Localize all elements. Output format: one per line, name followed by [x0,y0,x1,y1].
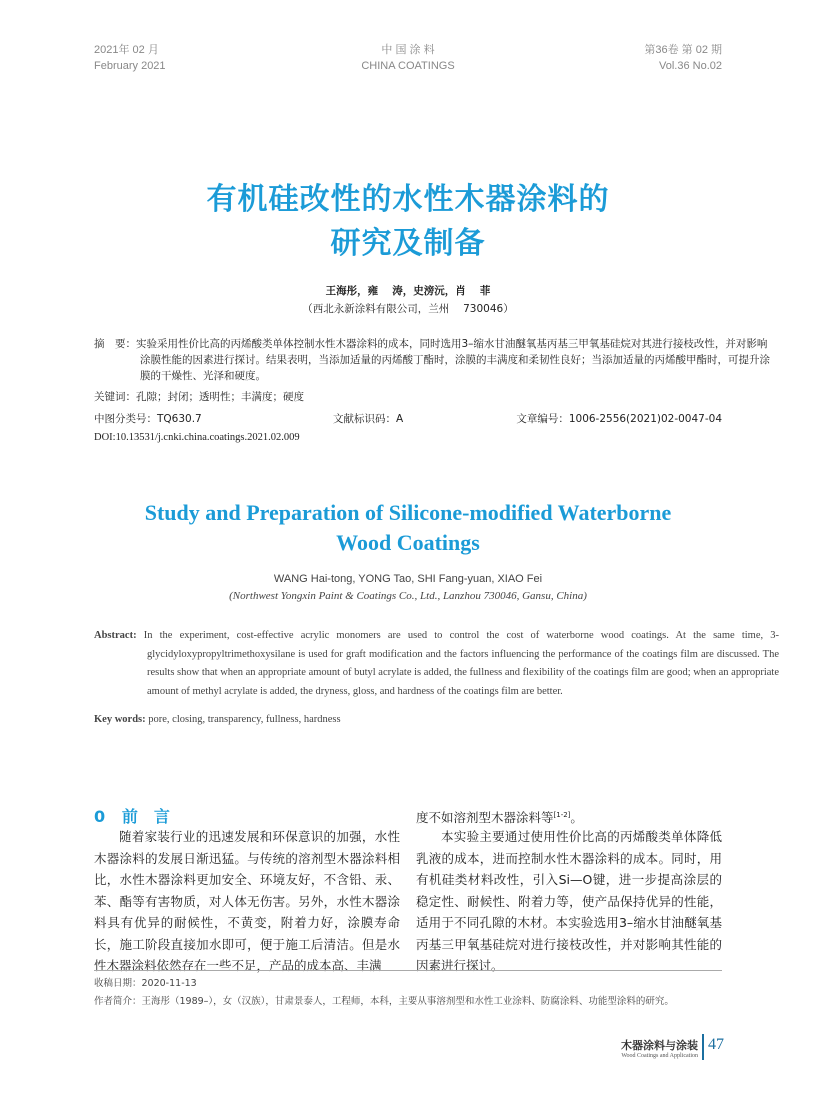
authors-cn: 王海彤，雍 涛，史滂沅，肖 菲 [325,285,491,297]
title-en-line2: Wood Coatings [336,530,480,555]
abstract-cn [94,336,770,384]
affiliation-en: (Northwest Yongxin Paint & Coatings Co., Ltd., Lanzhou 730046, Gansu, China) [229,590,587,602]
header-journal-en: CHINA COATINGS [361,60,455,72]
header-volume-cn: 第36卷 第 02 期 [644,44,722,56]
title-cn [0,178,816,266]
header-journal-cn: 中 国 涂 料 [381,44,435,56]
column-right-p1-end: 。 [570,810,583,826]
header-volume-en: Vol.36 No.02 [659,60,722,72]
abstract-cn-label: 摘 要： [94,338,136,350]
footer-journal-cn: 木器涂料与涂装 [621,1039,698,1052]
abstract-en-text: In the experiment, cost-effective acrylic monomers are used to control the cost of waterborne wood coatings. At the same time, 3-glycidyloxypropyltrimethoxysilane is used for graft modification and the factors influencing the performance of the coatings film are discussed. The results show that when an appropriate amount of butyl acrylate is added, the fullness and flexibility of the coatings film are good; when an appropriate amount of methyl acrylate is added, the dryness, gloss, and hardness of the coatings film are better. [143,630,780,697]
abstract-en [94,627,779,701]
footer-journal [621,1037,698,1059]
column-right-p2: 本实验主要通过使用性价比高的丙烯酸类单体降低乳液的成本，进而控制水性木器涂料的成本。同时，用有机硅类材料改性，引入Si—O键，进一步提高涂层的稳定性、耐候性、附着力等，使产品保持优异的性能，适用于不同孔隙的木材。本实验选用3–缩水甘油醚氧基丙基三甲氧基硅烷对进行接枝改性，并对影响其性能的因素进行探讨。 [416,829,722,973]
received-date: 收稿日期：2020-11-13 [94,978,197,989]
title-cn-line1: 有机硅改性的水性木器涂料的 [206,182,610,217]
authors-en: WANG Hai-tong, YONG Tao, SHI Fang-yuan, XIAO Fei [273,573,543,585]
abstract-cn-text: 实验采用性价比高的丙烯酸类单体控制水性木器涂料的成本，同时选用3–缩水甘油醚氧基丙基三甲氧基硅烷对其进行接枝改性，并对影响涂膜性能的因素进行探讨。结果表明，当添加适量的丙烯酸丁酯时，涂膜的丰满度和柔韧性良好；当添加适量的丙烯酸甲酯时，可提升涂膜的干燥性、光泽和硬度。 [136,338,770,382]
page-number: 47 [708,1036,724,1053]
document-code: 文献标识码：A [333,413,404,425]
column-right-p1-text: 度不如溶剂型木器涂料等 [416,810,554,826]
affiliation-cn: （西北永新涂料有限公司，兰州 730046） [302,303,514,315]
footer-journal-en: Wood Coatings and Application [621,1053,698,1059]
clc-number: 中图分类号：TQ630.7 [94,413,202,425]
section-number: 0 [94,807,106,826]
title-en [0,498,816,558]
header-date-cn: 2021年 02 月 [94,44,159,56]
section-heading [94,804,170,827]
keywords-en-text: pore, closing, transparency, fullness, hardness [148,714,341,725]
title-cn-line2: 研究及制备 [330,226,486,261]
column-left-text: 随着家装行业的迅速发展和环保意识的加强，水性木器涂料的发展日渐迅猛。与传统的溶剂型木器涂料相比，水性木器涂料更加安全、环境友好，不含铅、汞、苯、酯等有害物质，对人体无伤害。另外，水性木器涂料具有优异的耐候性，不黄变，附着力好，涂膜寿命长，施工阶段直接加水即可，便于施工后清洁。但是水性木器涂料依然存在一些不足，产品的成本高、丰满 [94,829,400,973]
abstract-en-label: Abstract: [94,630,137,641]
header-right [644,42,722,74]
article-number: 文章编号：1006-2556(2021)02-0047-04 [516,413,722,425]
author-bio: 作者简介：王海彤（1989–），女（汉族），甘肃景泰人，工程师，本科，主要从事溶剂型和水性工业涂料、防腐涂料、功能型涂料的研究。 [94,996,674,1007]
header-date-en: February 2021 [94,60,166,72]
footer-divider [702,1034,704,1060]
doi: DOI:10.13531/j.cnki.china.coatings.2021.02.009 [94,432,300,443]
title-en-line1: Study and Preparation of Silicone-modified Waterborne [144,500,672,525]
keywords-cn: 关键词：孔隙；封闭；透明性；丰满度；硬度 [94,391,304,403]
section-title: 前 言 [121,807,170,826]
citation[interactable]: [1-2] [553,811,571,819]
keywords-en [94,714,341,725]
keywords-en-label: Key words: [94,714,146,725]
footnote-divider [94,970,722,971]
